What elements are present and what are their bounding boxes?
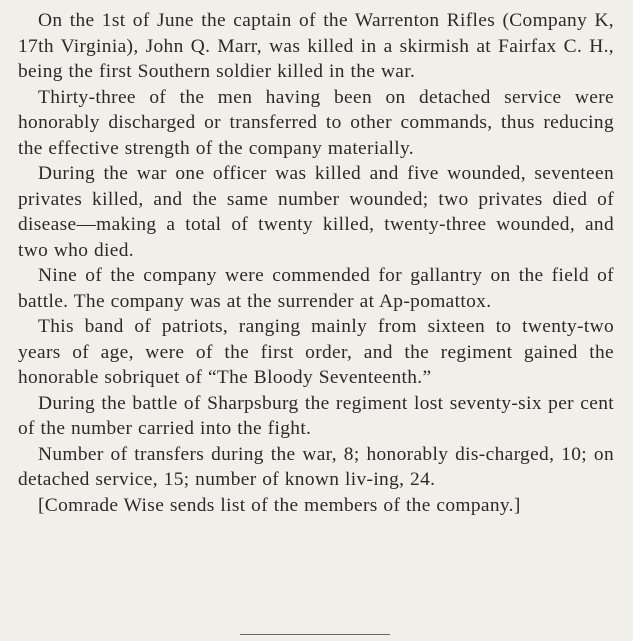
paragraph-casualties: During the war one officer was killed and five wounded, seventeen privates killed, and the same number wounded; two privates died of disease—making a total of twenty killed, twenty-three wounded, and two who died.: [18, 163, 614, 261]
paragraph-sharpsburg: During the battle of Sharpsburg the regiment lost seventy-six per cent of the number carried into the fight.: [18, 392, 614, 439]
paragraph-marr-killed: On the 1st of June the captain of the Warrenton Rifles (Company K, 17th Virginia), John Q. Marr, was killed in a skirmish at Fairfax C. H., being the first Southern soldier killed in the war.: [18, 10, 614, 82]
paragraph-member-list-note: [Comrade Wise sends list of the members of the company.]: [38, 494, 521, 516]
section-divider: [240, 634, 390, 635]
paragraph-transfers: Number of transfers during the war, 8; honorably dis-charged, 10; on detached service, 15; number of known liv-ing, 24.: [18, 443, 614, 490]
paragraph-detached-service: Thirty-three of the men having been on detached service were honorably discharged or transferred to other commands, thus reducing the effective strength of the company materially.: [18, 86, 614, 159]
document-body: [18, 8, 614, 518]
paragraph-band-of-patriots: This band of patriots, ranging mainly from sixteen to twenty-two years of age, were of the first order, and the regiment gained the honorable sobriquet of “The Bloody Seventeenth.”: [18, 316, 614, 388]
paragraph-gallantry: Nine of the company were commended for gallantry on the field of battle. The company was at the surrender at Ap-pomattox.: [18, 265, 614, 312]
